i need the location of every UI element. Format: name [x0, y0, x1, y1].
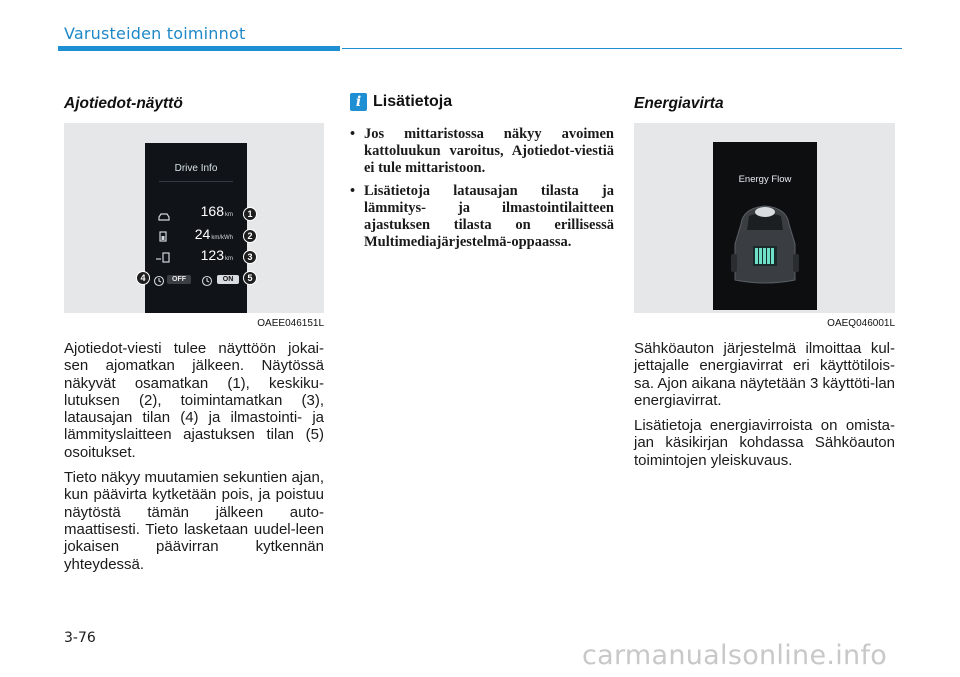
charge-schedule-icon — [153, 274, 165, 286]
callout-1: 1 — [243, 207, 257, 221]
drive-info-screen — [145, 143, 247, 313]
energy-flow-screen — [713, 142, 817, 310]
left-body — [64, 340, 324, 581]
energy-flow-screen-title: Energy Flow — [738, 174, 792, 185]
row-3-unit: km — [225, 256, 233, 262]
right-paragraph-2: Lisätietoja energiavirroista on omista-jan käsikirjan kohdassa Sähköauton toimintojen yleiskuvaus. — [634, 417, 895, 469]
charge-state-pill: OFF — [167, 275, 191, 284]
energy-flow-heading: Energiavirta — [634, 95, 724, 112]
callout-2: 2 — [243, 229, 257, 243]
row-1-unit: km — [225, 212, 233, 218]
trip-distance-icon — [155, 250, 171, 261]
row-3-number: 123 — [200, 247, 224, 263]
car-range-icon — [157, 208, 171, 217]
callout-3: 3 — [243, 250, 257, 264]
row-2-unit: km/kWh — [211, 235, 233, 241]
row-2-number: 24 — [194, 226, 211, 242]
car-topview-icon — [727, 194, 803, 290]
drive-info-heading: Ajotiedot-näyttö — [64, 95, 183, 112]
callout-4: 4 — [136, 271, 150, 285]
callout-5: 5 — [243, 271, 257, 285]
bullet-text-1: Jos mittaristossa näkyy avoimen kattoluukun varoitus, Ajotiedot-viestiä ei tule mittaristoon. — [364, 126, 614, 176]
right-paragraph-1: Sähköauton järjestelmä ilmoittaa kul-jettajalle energiavirrat eri käyttötilois-sa. Ajon aikana näytetään 3 käyttöti-lan energiavirrat. — [634, 340, 896, 409]
info-header — [350, 93, 452, 111]
figure-caption-left: OAEE046151L — [257, 318, 324, 329]
climate-state-pill: ON — [217, 275, 239, 284]
header-rule-thin — [342, 48, 902, 49]
climate-schedule-icon — [201, 274, 213, 286]
list-item: • Lisätietoja latausajan tilasta ja lämmitys- ja ilmastointilaitteen ajastuksen tilasta on erillisessä Multimediajärjestelmä-oppaassa. — [350, 183, 614, 250]
watermark: carmanualsonline.info — [582, 640, 888, 671]
left-paragraph-1: Ajotiedot-viesti tulee näyttöön jokai-sen ajomatkan jälkeen. Näytössä näkyvät osamatkan (1), keskiku-lutuksen (2), toimintamatkan (3), latausajan tilan (4) ja ilmastointi- ja lämmityslaitteen ajastuksen tilan (5) osoitukset. — [64, 340, 324, 461]
right-body — [634, 340, 895, 477]
header-rule-thick — [58, 46, 340, 51]
section-title: Varusteiden toiminnot — [64, 24, 246, 43]
row-3-value — [201, 247, 233, 263]
figure-caption-right: OAEQ046001L — [827, 318, 895, 329]
page-number: 3-76 — [64, 630, 96, 646]
row-1-number: 168 — [200, 203, 224, 219]
row-2-value — [195, 226, 233, 242]
list-item: • Jos mittaristossa näkyy avoimen kattoluukun varoitus, Ajotiedot-viestiä ei tule mittaristoon. — [350, 126, 614, 176]
left-paragraph-2: Tieto näkyy muutamien sekuntien ajan, kun päävirta kytketään pois, ja poistuu näytöstä tämän jälkeen auto-maattisesti. Tieto lasketaan uudel-leen jokaisen päävirran kytkennän yhteydessä. — [64, 469, 324, 573]
screen-divider — [159, 181, 233, 182]
info-icon: i — [350, 93, 367, 111]
screen-title: Drive Info — [174, 163, 218, 174]
row-1-value — [201, 203, 233, 219]
fuel-economy-icon — [159, 229, 169, 240]
bullet-text-2: Lisätietoja latausajan tilasta ja lämmitys- ja ilmastointilaitteen ajastuksen tilasta on erillisessä Multimediajärjestelmä-oppaassa. — [364, 183, 614, 250]
info-title: Lisätietoja — [373, 93, 453, 110]
info-bullets — [350, 126, 614, 257]
